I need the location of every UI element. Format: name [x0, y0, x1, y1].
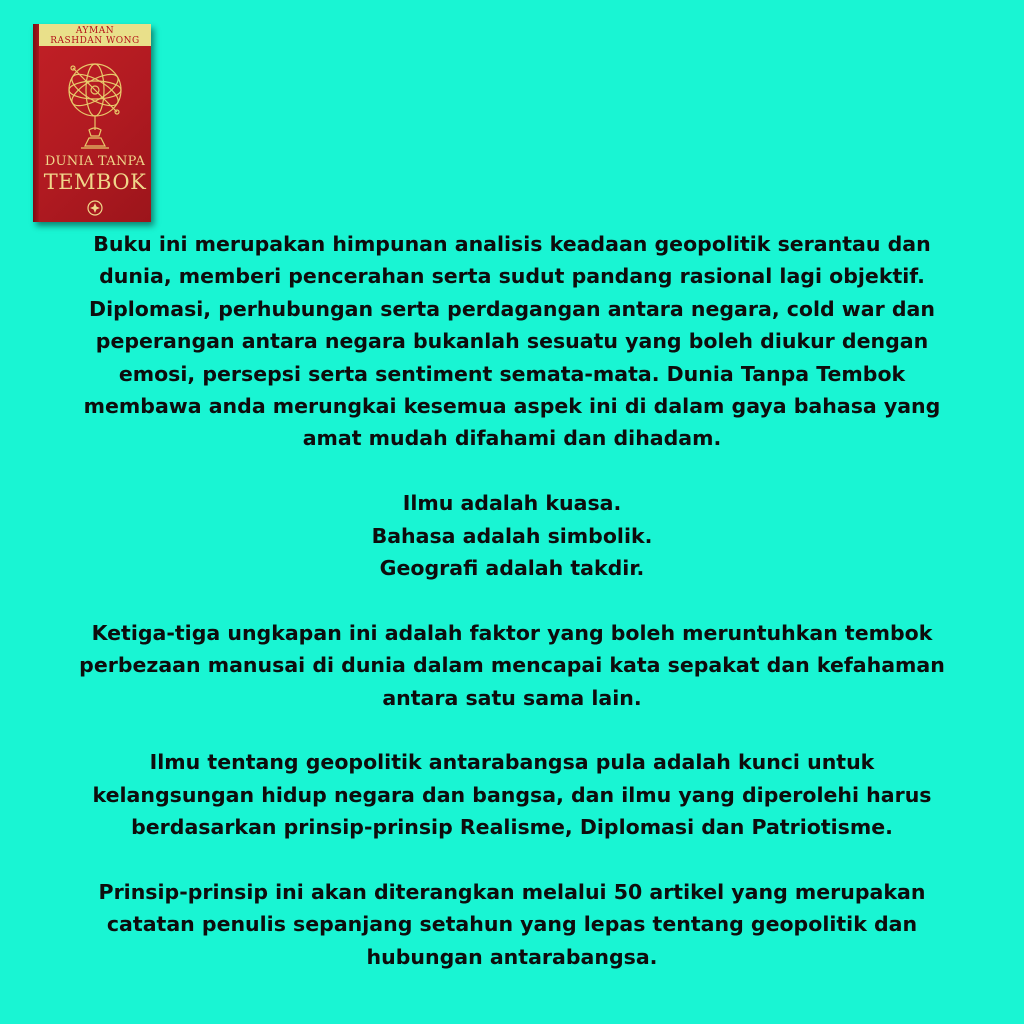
text-line: Prinsip-prinsip ini akan diterangkan melalui 50 artikel yang merupakan [98, 880, 926, 905]
text-line: membawa anda merungkai kesemua aspek ini di dalam gaya bahasa yang [83, 394, 941, 419]
text-line: berdasarkan prinsip-prinsip Realisme, Diplomasi dan Patriotisme. [131, 815, 893, 840]
intro-paragraph [30, 228, 994, 455]
armillary-sphere-icon [59, 50, 131, 154]
book-title-line-1: DUNIA TANPA [44, 154, 146, 169]
geopolitics-paragraph [30, 746, 994, 843]
text-line: peperangan antara negara bukanlah sesuatu yang boleh diukur dengan [95, 329, 929, 354]
text-line: Diplomasi, perhubungan serta perdagangan antara negara, cold war dan [89, 296, 935, 321]
text-line: Ilmu adalah kuasa. [402, 491, 622, 516]
text-line: Ilmu tentang geopolitik antarabangsa pula adalah kunci untuk [149, 750, 875, 775]
book-description [30, 228, 994, 1006]
text-line: Ketiga-tiga ungkapan ini adalah faktor yang boleh meruntuhkan tembok [91, 620, 933, 645]
articles-paragraph [30, 876, 994, 973]
quotes-paragraph [30, 487, 994, 584]
book-title-line-2: TEMBOK [43, 170, 147, 194]
text-line: hubungan antarabangsa. [366, 944, 658, 969]
text-line: antara satu sama lain. [382, 685, 642, 710]
book-front-cover [39, 24, 151, 222]
text-line: perbezaan manusai di dunia dalam mencapai kata sepakat dan kefahaman [79, 653, 945, 678]
book-cover-image [33, 24, 151, 222]
text-line: amat mudah difahami dan dihadam. [302, 426, 722, 451]
text-line: catatan penulis sepanjang setahun yang lepas tentang geopolitik dan [106, 912, 918, 937]
text-line: Buku ini merupakan himpunan analisis keadaan geopolitik serantau dan [93, 232, 931, 256]
factors-paragraph [30, 617, 994, 714]
text-line: kelangsungan hidup negara dan bangsa, dan ilmu yang diperolehi harus [92, 782, 932, 807]
book-author-last-name: RASHDAN WONG [50, 36, 140, 46]
text-line: Bahasa adalah simbolik. [371, 523, 653, 548]
publisher-logo-icon [87, 200, 103, 216]
text-line: emosi, persepsi serta sentiment semata-mata. Dunia Tanpa Tembok [118, 361, 906, 386]
text-line: Geografi adalah takdir. [379, 556, 645, 581]
book-author-band [39, 24, 151, 46]
book-author-first-name: AYMAN [75, 26, 115, 36]
text-line: dunia, memberi pencerahan serta sudut pandang rasional lagi objektif. [99, 264, 925, 289]
